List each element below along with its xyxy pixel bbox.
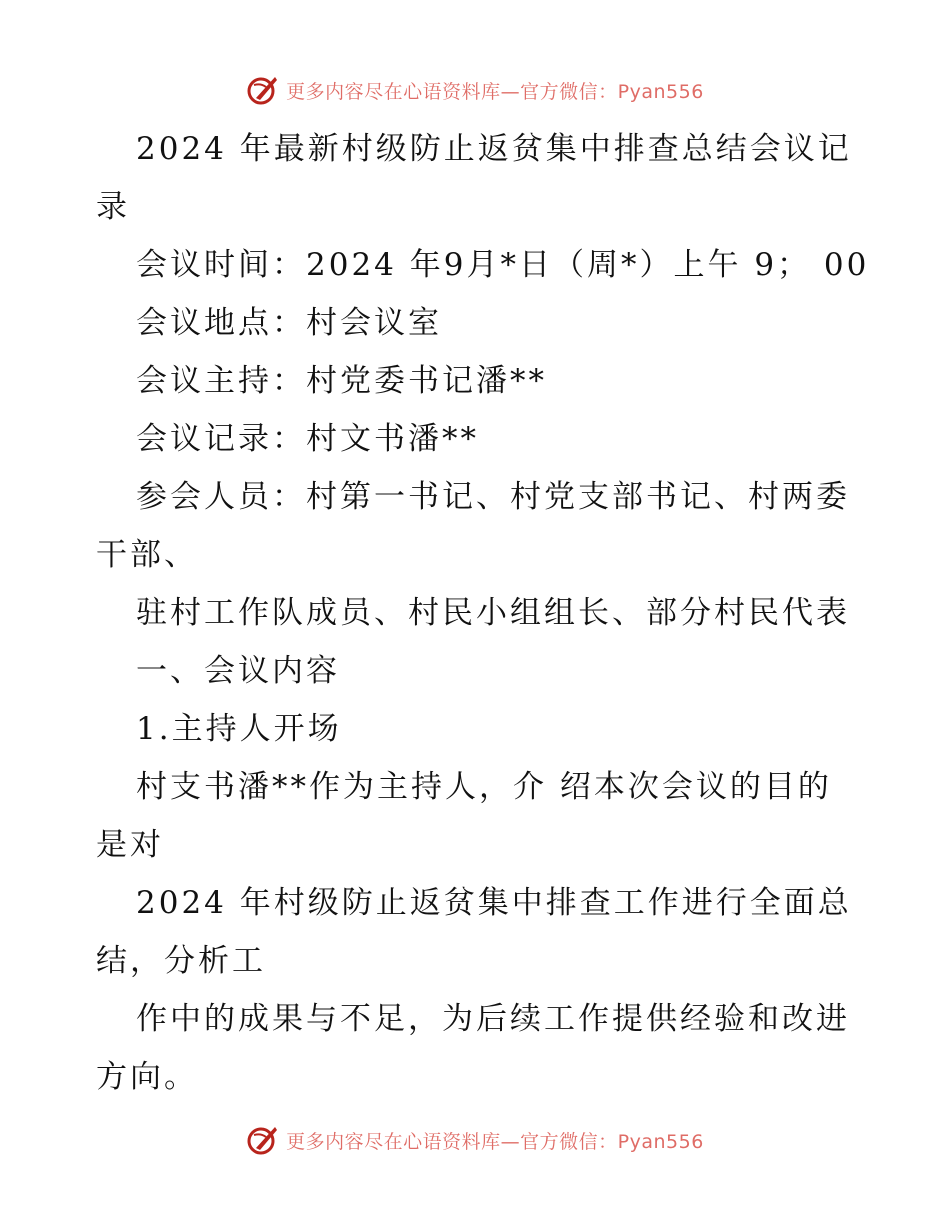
- watermark-text: 更多内容尽在心语资料库—官方微信：Pyan556: [286, 1130, 704, 1153]
- attendees-line-2: 干部、: [96, 537, 198, 573]
- meeting-recorder: 会议记录：村文书潘**: [136, 421, 479, 457]
- doc-title-line-2: 录: [96, 189, 130, 225]
- paragraph-line-4: 结，分析工: [96, 943, 266, 979]
- paragraph-line-2: 是对: [96, 827, 164, 863]
- paragraph-line-5: 作中的成果与不足，为后续工作提供经验和改进: [136, 1001, 850, 1037]
- paragraph-line-1: 村支书潘**作为主持人，介 绍本次会议的目的: [136, 769, 832, 805]
- meeting-host: 会议主持：村党委书记潘**: [136, 363, 547, 399]
- paragraph-line-3: 2024 年村级防止返贫集中排查工作进行全面总: [136, 885, 852, 921]
- doc-title-line-1: 2024 年最新村级防止返贫集中排查总结会议记: [136, 131, 852, 167]
- section-heading: 一、会议内容: [136, 653, 340, 689]
- document-body: [96, 120, 870, 1106]
- watermark-text: 更多内容尽在心语资料库—官方微信：Pyan556: [286, 80, 704, 103]
- meeting-time: 会议时间：2024 年9月*日（周*）上午 9； 00: [136, 247, 870, 283]
- watermark-footer: [0, 1120, 950, 1160]
- quill-logo-icon: [246, 1123, 280, 1157]
- meeting-location: 会议地点：村会议室: [136, 305, 442, 341]
- quill-logo-icon: [246, 73, 280, 107]
- paragraph-line-6: 方向。: [96, 1059, 198, 1095]
- attendees-line-3: 驻村工作队成员、村民小组组长、部分村民代表: [136, 595, 850, 631]
- attendees-line-1: 参会人员：村第一书记、村党支部书记、村两委: [136, 479, 850, 515]
- watermark-header: [0, 70, 950, 110]
- subsection-heading: 1.主持人开场: [136, 711, 342, 747]
